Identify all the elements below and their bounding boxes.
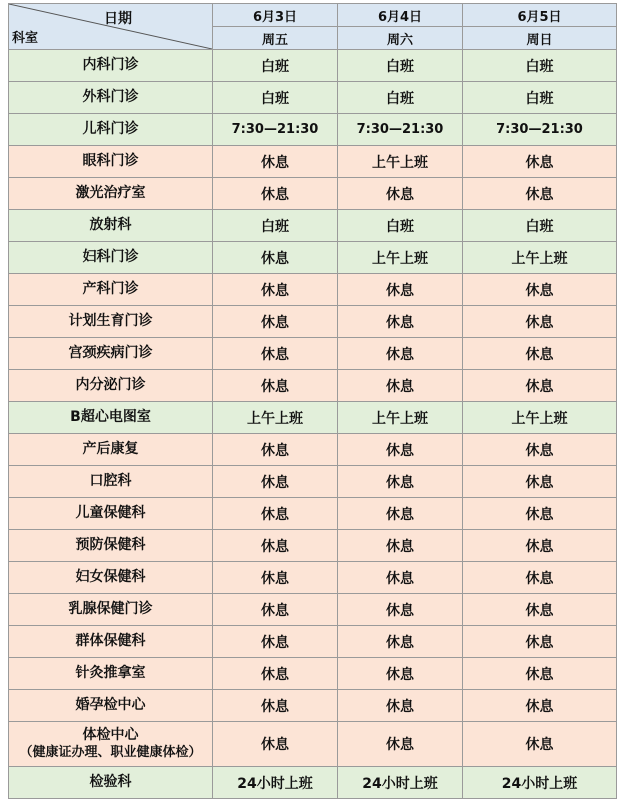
shift-cell-day-1: 休息 [213, 434, 338, 466]
department-name-cell [9, 562, 213, 594]
department-subtitle: （健康证办理、职业健康体检） [19, 745, 202, 760]
department-name: 外科门诊 [82, 89, 139, 105]
department-name: 群体保健科 [75, 633, 146, 649]
department-name: 检验科 [89, 774, 132, 790]
schedule-table [8, 3, 617, 799]
department-name: 内科门诊 [82, 57, 139, 73]
department-row [9, 402, 617, 434]
department-row [9, 210, 617, 242]
shift-cell-day-2: 24小时上班 [338, 767, 463, 799]
department-name-cell [9, 498, 213, 530]
shift-cell-day-3: 上午上班 [463, 242, 617, 274]
shift-cell-day-2: 休息 [338, 466, 463, 498]
shift-cell-day-3: 休息 [463, 306, 617, 338]
department-row [9, 594, 617, 626]
shift-cell-day-3: 休息 [463, 562, 617, 594]
shift-cell-day-3: 休息 [463, 434, 617, 466]
shift-cell-day-2: 休息 [338, 274, 463, 306]
department-name-cell [9, 50, 213, 82]
department-name-cell [9, 114, 213, 146]
department-name-cell [9, 594, 213, 626]
shift-cell-day-2: 休息 [338, 562, 463, 594]
department-row [9, 306, 617, 338]
shift-cell-day-1: 休息 [213, 658, 338, 690]
department-name: 妇女保健科 [75, 569, 146, 585]
shift-cell-day-1: 休息 [213, 274, 338, 306]
shift-cell-day-1: 休息 [213, 722, 338, 767]
department-name: 激光治疗室 [75, 185, 146, 201]
department-name: 针灸推拿室 [75, 665, 146, 681]
shift-cell-day-1: 上午上班 [213, 402, 338, 434]
department-row [9, 498, 617, 530]
shift-cell-day-3: 休息 [463, 594, 617, 626]
department-name: 儿童保健科 [75, 505, 146, 521]
shift-cell-day-1: 休息 [213, 562, 338, 594]
department-name: B超心电图室 [70, 409, 151, 425]
department-row [9, 274, 617, 306]
department-name-cell [9, 402, 213, 434]
department-axis-label: 科室 [12, 31, 39, 46]
department-row [9, 434, 617, 466]
schedule-body [9, 4, 617, 799]
department-name-cell [9, 146, 213, 178]
header-corner-cell [9, 4, 213, 50]
department-row [9, 114, 617, 146]
department-row [9, 767, 617, 799]
department-name-cell [9, 530, 213, 562]
department-name: 宫颈疾病门诊 [68, 345, 153, 361]
header-date-2: 6月4日 [338, 4, 463, 27]
header-date-3: 6月5日 [463, 4, 617, 27]
department-row [9, 178, 617, 210]
department-name-cell [9, 338, 213, 370]
header-weekday-2: 周六 [338, 27, 463, 50]
shift-cell-day-2: 休息 [338, 178, 463, 210]
department-name: 妇科门诊 [82, 249, 139, 265]
department-name-cell [9, 306, 213, 338]
department-name-cell [9, 690, 213, 722]
header-weekday-3: 周日 [463, 27, 617, 50]
shift-cell-day-2: 7:30—21:30 [338, 114, 463, 146]
department-row [9, 530, 617, 562]
department-name-cell [9, 370, 213, 402]
shift-cell-day-1: 休息 [213, 178, 338, 210]
department-name: 婚孕检中心 [75, 697, 146, 713]
shift-cell-day-3: 休息 [463, 626, 617, 658]
shift-cell-day-3: 休息 [463, 530, 617, 562]
shift-cell-day-1: 白班 [213, 50, 338, 82]
shift-cell-day-1: 休息 [213, 626, 338, 658]
shift-cell-day-1: 休息 [213, 370, 338, 402]
department-name-cell [9, 722, 213, 767]
department-name-cell [9, 626, 213, 658]
shift-cell-day-3: 7:30—21:30 [463, 114, 617, 146]
department-name: 体检中心 [82, 727, 139, 743]
shift-cell-day-3: 休息 [463, 690, 617, 722]
shift-cell-day-2: 休息 [338, 498, 463, 530]
shift-cell-day-3: 上午上班 [463, 402, 617, 434]
shift-cell-day-3: 白班 [463, 82, 617, 114]
shift-cell-day-2: 休息 [338, 594, 463, 626]
shift-cell-day-1: 休息 [213, 498, 338, 530]
shift-cell-day-3: 白班 [463, 210, 617, 242]
shift-cell-day-1: 休息 [213, 306, 338, 338]
shift-cell-day-2: 上午上班 [338, 242, 463, 274]
shift-cell-day-1: 休息 [213, 530, 338, 562]
shift-cell-day-1: 白班 [213, 210, 338, 242]
department-name: 产科门诊 [82, 281, 139, 297]
shift-cell-day-1: 休息 [213, 338, 338, 370]
shift-cell-day-2: 白班 [338, 50, 463, 82]
shift-cell-day-2: 休息 [338, 370, 463, 402]
department-name-cell [9, 82, 213, 114]
shift-cell-day-1: 休息 [213, 466, 338, 498]
department-name: 儿科门诊 [82, 121, 139, 137]
shift-cell-day-2: 休息 [338, 434, 463, 466]
department-name: 计划生育门诊 [68, 313, 153, 329]
shift-cell-day-2: 白班 [338, 210, 463, 242]
department-row [9, 690, 617, 722]
department-row [9, 466, 617, 498]
shift-cell-day-1: 白班 [213, 82, 338, 114]
shift-cell-day-2: 上午上班 [338, 146, 463, 178]
department-row [9, 722, 617, 767]
department-row [9, 562, 617, 594]
shift-cell-day-3: 休息 [463, 338, 617, 370]
shift-cell-day-2: 白班 [338, 82, 463, 114]
shift-cell-day-2: 休息 [338, 658, 463, 690]
shift-cell-day-1: 休息 [213, 146, 338, 178]
shift-cell-day-3: 休息 [463, 498, 617, 530]
department-row [9, 146, 617, 178]
department-name-cell [9, 210, 213, 242]
shift-cell-day-2: 上午上班 [338, 402, 463, 434]
department-name: 口腔科 [89, 473, 132, 489]
department-name-cell [9, 178, 213, 210]
department-row [9, 658, 617, 690]
department-name: 乳腺保健门诊 [68, 601, 153, 617]
shift-cell-day-3: 24小时上班 [463, 767, 617, 799]
shift-cell-day-2: 休息 [338, 722, 463, 767]
shift-cell-day-3: 休息 [463, 466, 617, 498]
department-name-cell [9, 242, 213, 274]
department-name-cell [9, 274, 213, 306]
header-weekday-1: 周五 [213, 27, 338, 50]
shift-cell-day-3: 休息 [463, 722, 617, 767]
shift-cell-day-1: 休息 [213, 242, 338, 274]
department-row [9, 626, 617, 658]
shift-cell-day-2: 休息 [338, 530, 463, 562]
header-row-dates [9, 4, 617, 27]
department-name-cell [9, 767, 213, 799]
department-name: 放射科 [89, 217, 132, 233]
department-name: 内分泌门诊 [75, 377, 146, 393]
shift-cell-day-3: 休息 [463, 146, 617, 178]
department-name: 产后康复 [82, 441, 139, 457]
shift-cell-day-1: 休息 [213, 690, 338, 722]
shift-cell-day-2: 休息 [338, 338, 463, 370]
shift-cell-day-3: 休息 [463, 370, 617, 402]
shift-cell-day-1: 7:30—21:30 [213, 114, 338, 146]
schedule-table-wrapper [8, 3, 616, 799]
shift-cell-day-2: 休息 [338, 306, 463, 338]
shift-cell-day-3: 休息 [463, 178, 617, 210]
date-axis-label: 日期 [104, 11, 132, 27]
department-name-cell [9, 658, 213, 690]
department-name-cell [9, 466, 213, 498]
department-name: 眼科门诊 [82, 153, 139, 169]
shift-cell-day-1: 24小时上班 [213, 767, 338, 799]
department-name: 预防保健科 [75, 537, 146, 553]
department-row [9, 370, 617, 402]
department-row [9, 242, 617, 274]
department-row [9, 82, 617, 114]
shift-cell-day-3: 休息 [463, 658, 617, 690]
shift-cell-day-3: 白班 [463, 50, 617, 82]
department-name-cell [9, 434, 213, 466]
shift-cell-day-3: 休息 [463, 274, 617, 306]
header-date-1: 6月3日 [213, 4, 338, 27]
shift-cell-day-2: 休息 [338, 626, 463, 658]
shift-cell-day-2: 休息 [338, 690, 463, 722]
shift-cell-day-1: 休息 [213, 594, 338, 626]
department-row [9, 50, 617, 82]
department-row [9, 338, 617, 370]
